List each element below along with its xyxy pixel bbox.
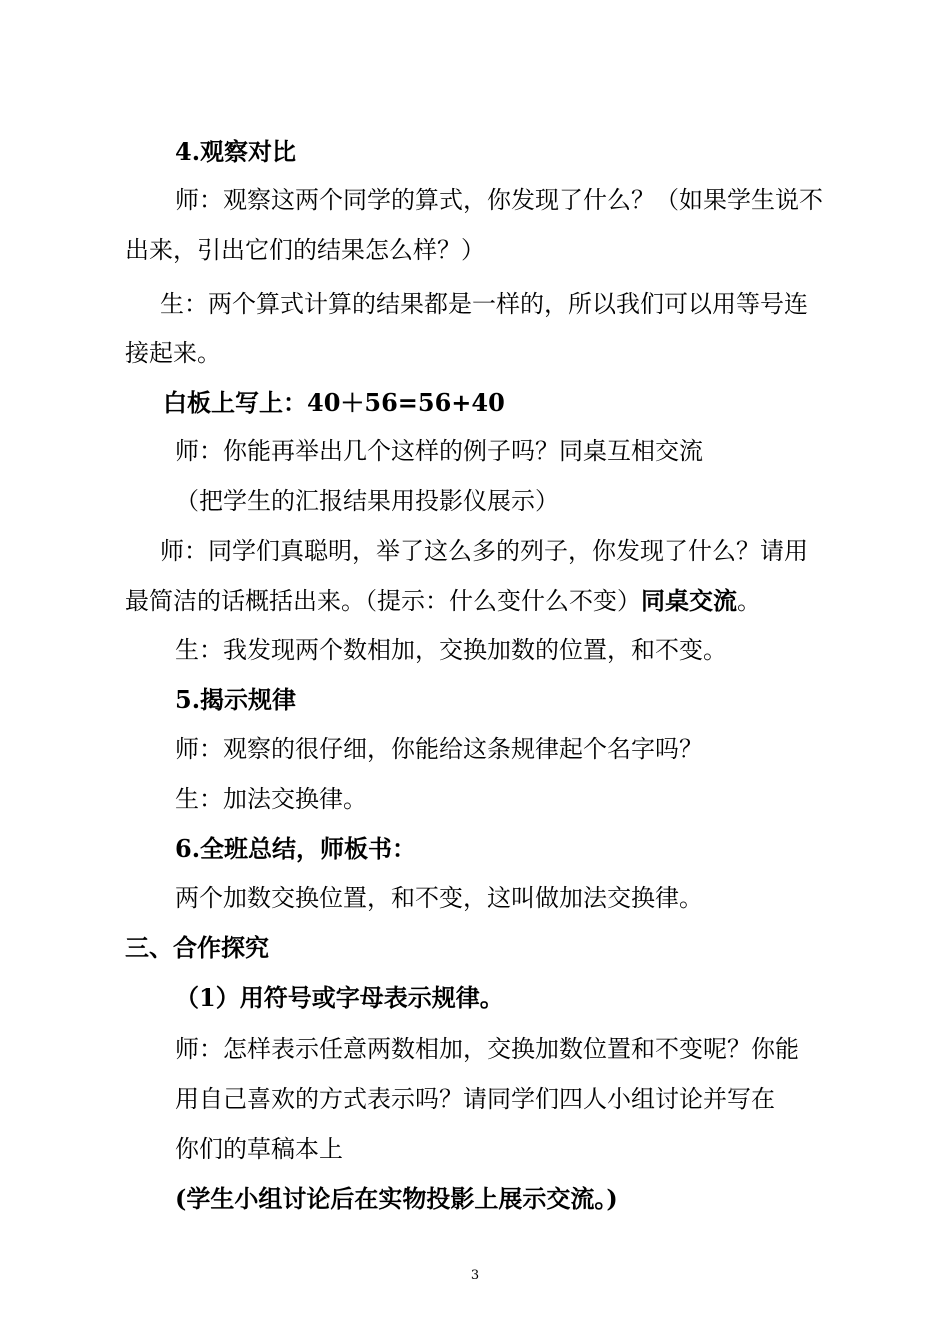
paragraph-line xyxy=(125,585,761,617)
whiteboard-equation: 白板上写上：40＋56=56+40 xyxy=(163,388,505,417)
emphasis-text: 同桌交流 xyxy=(641,586,737,615)
paragraph-line: 生：加法交换律。 xyxy=(175,785,367,813)
paragraph-line: 师：观察这两个同学的算式，你发现了什么？（如果学生说不 xyxy=(175,186,823,214)
heading-observe-compare: 4.观察对比 xyxy=(175,137,297,166)
paragraph-line: 接起来。 xyxy=(125,339,221,367)
paragraph-line: 用自己喜欢的方式表示吗？请同学们四人小组讨论并写在 xyxy=(175,1085,775,1113)
subheading-symbol-representation: （1）用符号或字母表示规律。 xyxy=(175,983,504,1012)
paragraph-line: （把学生的汇报结果用投影仪展示） xyxy=(175,487,559,515)
paragraph-line: 师：怎样表示任意两数相加，交换加数位置和不变呢？你能 xyxy=(175,1035,799,1063)
paragraph-line: 两个加数交换位置，和不变，这叫做加法交换律。 xyxy=(175,884,703,912)
paragraph-text: 最简洁的话概括出来。（提示：什么变什么不变） xyxy=(125,587,641,615)
paragraph-line: 生：两个算式计算的结果都是一样的，所以我们可以用等号连 xyxy=(160,290,808,318)
section-heading-cooperative-inquiry: 三、合作探究 xyxy=(125,933,269,962)
paragraph-line: 你们的草稿本上 xyxy=(175,1135,343,1163)
page-number: 3 xyxy=(470,1268,480,1283)
paragraph-line: 师：同学们真聪明，举了这么多的列子，你发现了什么？请用 xyxy=(160,537,808,565)
paragraph-line: 生：我发现两个数相加，交换加数的位置，和不变。 xyxy=(175,636,727,664)
paragraph-text: 。 xyxy=(737,587,761,615)
heading-class-summary: 6.全班总结，师板书： xyxy=(175,834,417,863)
paragraph-line: 师：你能再举出几个这样的例子吗？同桌互相交流 xyxy=(175,437,703,465)
activity-note: (学生小组讨论后在实物投影上展示交流。) xyxy=(175,1184,618,1213)
paragraph-line: 出来，引出它们的结果怎么样？） xyxy=(125,236,485,264)
paragraph-line: 师：观察的很仔细，你能给这条规律起个名字吗？ xyxy=(175,735,703,763)
heading-reveal-rule: 5.揭示规律 xyxy=(175,685,297,714)
